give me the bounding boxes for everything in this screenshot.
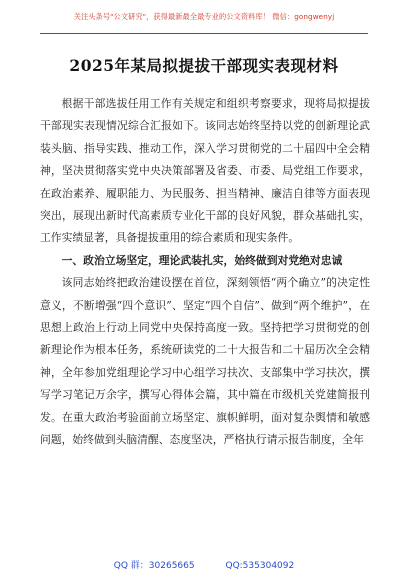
document-title: 2025年某局拟提拔干部现实表现材料 — [69, 56, 339, 75]
footer-qq-contact: QQ:535304092 — [225, 561, 295, 571]
header-note: 关注头条号"公文研究"，获得最新最全最专业的公文资料库！ 微信：gongwenyj — [73, 12, 335, 21]
intro-paragraph: 根据干部选拔任用工作有关规定和组织考察要求，现将局拟提拔干部现实表现情况综合汇报如下。该同志始终坚持以党的创新理论武装头脑、指导实践、推动工作，深入学习贯彻党的二十届四中全会精神，坚决贯彻落实党中央决策部署及省委、市委、局党组工作要求，在政治素养、履职能力、为民服务、担当精神、廉洁自律等方面表现突出，展现出新时代高素质专业化干部的良好风貌，群众基础扎实，工作实绩显著，具备提拔重用的综合素质和现实条件。 — [40, 97, 370, 245]
section-1-paragraph: 该同志始终把政治建设摆在首位，深刻领悟“两个确立”的决定性意义，不断增强“四个意识”、坚定“四个自信”、做到“两个维护”，在思想上政治上行动上同党中央保持高度一致。坚持把学习贯彻党的创新理论作为根本任务，系统研读党的二十大报告和二十届历次全会精神，全年参加党组理论学习中心组学习扶次、支部集中学习扶次，撰写学习笔记万余字，撰写心得体会篇，其中篇在市级机关党建简报刊发。在重大政治考验面前立场坚定、旗帜鲜明，面对复杂舆情和敏感问题，始终做到头脑清醒、态度坚决，严格执行请示报告制度，全年 — [40, 276, 370, 447]
footer-qq-group: QQ 群：30265665 — [113, 561, 195, 571]
header-divider — [40, 33, 368, 34]
section-1-heading: 一、政治立场坚定，理论武装扎实，始终做到对党绝对忠诚 — [61, 253, 343, 267]
footer — [0, 558, 408, 571]
document-body — [40, 93, 370, 452]
